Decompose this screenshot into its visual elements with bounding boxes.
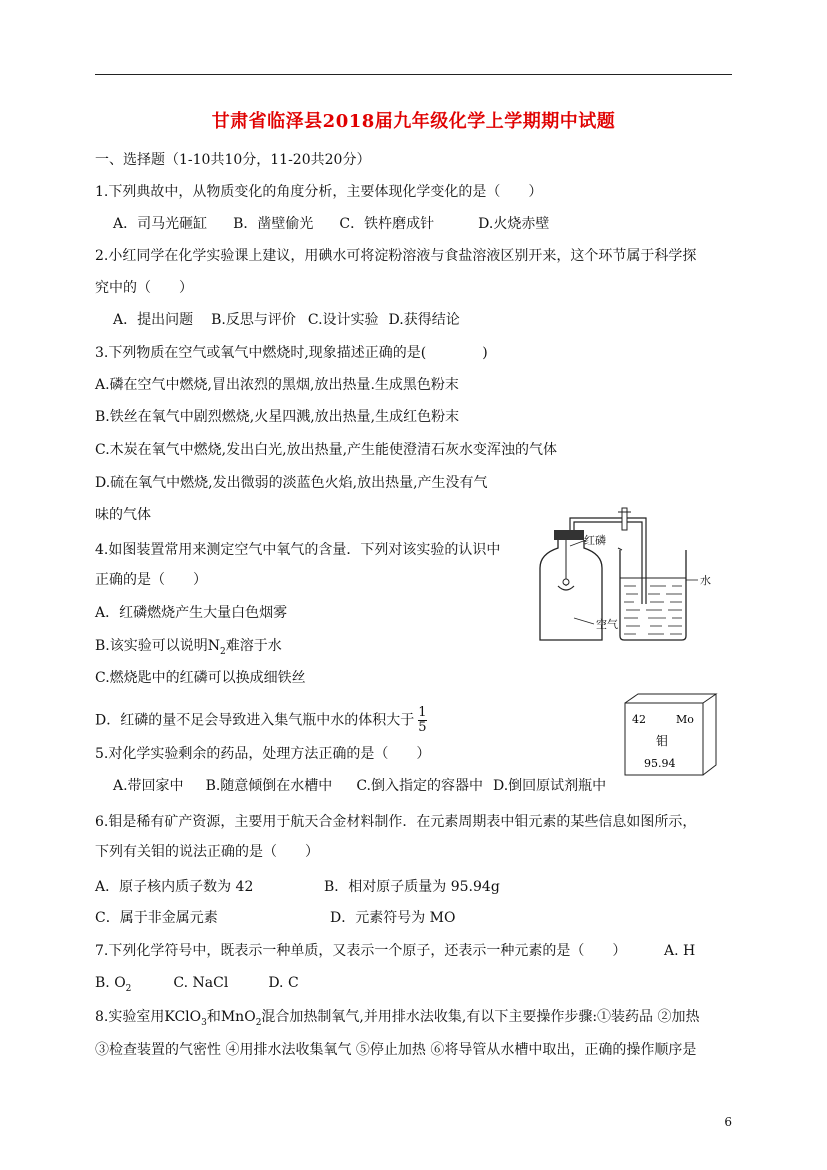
q1-options: [113, 214, 549, 234]
page-number: 6: [724, 1115, 732, 1129]
q4-stem-line2: 正确的是（ ）: [95, 572, 207, 588]
q2-options: [113, 310, 460, 330]
q3-option-d-line2: 味的气体: [95, 507, 151, 523]
header-rule: [95, 74, 732, 75]
q1-option-d: D.火烧赤壁: [478, 216, 550, 232]
q2-option-a: A．提出问题: [113, 312, 194, 328]
q4-option-a: A．红磷燃烧产生大量白色烟雾: [95, 605, 288, 621]
q2-option-c: C.设计实验: [307, 312, 379, 328]
fraction-numerator: 1: [418, 705, 427, 720]
q1-stem: 1.下列典故中，从物质变化的角度分析，主要体现化学变化的是（ ）: [95, 184, 543, 200]
q6-option-a: A．原子核内质子数为 42: [95, 879, 254, 895]
q1-option-b: B．凿壁偷光: [233, 216, 314, 232]
q3-option-b: B.铁丝在氧气中剧烈燃烧,火星四溅,放出热量,生成红色粉末: [95, 409, 460, 425]
q3-option-d-line1: D.硫在氧气中燃烧,发出微弱的淡蓝色火焰,放出热量,产生没有气: [95, 475, 488, 491]
q2-stem-line2: 究中的（ ）: [95, 280, 193, 296]
q8-line2: ③检查装置的气密性 ④用排水法收集氧气 ⑤停止加热 ⑥将导管从水槽中取出，正确的操作顺序是: [95, 1042, 697, 1058]
q5-options: [113, 776, 606, 796]
q4-option-b-sub: 2: [220, 646, 226, 657]
gas-collecting-bottle: [540, 540, 602, 640]
element-mass: 95.94: [644, 757, 676, 770]
q5-option-d: D.倒回原试剂瓶中: [492, 778, 607, 794]
q3-stem: 3.下列物质在空气或氧气中燃烧时,现象描述正确的是( ): [95, 345, 488, 361]
q1-option-a: A．司马光砸缸: [113, 216, 208, 232]
label-red-phosphorus: 红磷: [584, 534, 606, 547]
q2-stem-line1: 2.小红同学在化学实验课上建议，用碘水可将淀粉溶液与食盐溶液区别开来，这个环节属于科学探: [95, 248, 697, 264]
q7-option-a: A. H: [664, 943, 696, 959]
q6-option-b: B．相对原子质量为 95.94g: [324, 879, 500, 895]
q8-line1: 8.实验室用KClO$_3$和MnO$_2$混合加热制氧气,并用排水法收集,有以下主要操作步骤:①装药品 ②加热: [95, 1009, 700, 1028]
q4-option-b-post: 难溶于水: [225, 638, 282, 654]
q4-option-d-text: D．红磷的量不足会导致进入集气瓶中水的体积大于: [95, 712, 415, 729]
oxygen-measurement-apparatus: [526, 498, 716, 658]
q1-option-c: C．铁杵磨成针: [339, 216, 435, 232]
fraction-denominator: 5: [418, 720, 427, 735]
q7-options: [95, 973, 299, 999]
q4-stem-line1: 4.如图装置常用来测定空气中氧气的含量．下列对该实验的认识中: [95, 542, 501, 558]
element-number: 42: [632, 713, 646, 726]
fraction-one-fifth: [418, 706, 426, 735]
q5-option-a: A.带回家中: [113, 778, 184, 794]
stopper: [554, 530, 584, 540]
q2-option-d: D.获得结论: [388, 312, 460, 328]
q6-stem-line2: 下列有关钼的说法正确的是（ ）: [95, 844, 319, 860]
q2-option-b: B.反思与评价: [211, 312, 296, 328]
q4-option-c: C.燃烧匙中的红磷可以换成细铁丝: [95, 670, 306, 686]
q5-option-b: B.随意倾倒在水槽中: [205, 778, 333, 794]
element-symbol: Mo: [676, 713, 694, 726]
q4-option-d: [95, 706, 427, 735]
q7-option-b: B. $O_2$: [95, 975, 132, 994]
q7-stem: 7.下列化学符号中，既表示一种单质，又表示一个原子，还表示一种元素的是（ ）: [95, 943, 627, 959]
q7-option-d: D. C: [268, 975, 299, 991]
q3-option-c: C.木炭在氧气中燃烧,发出白光,放出热量,产生能使澄清石灰水变浑浊的气体: [95, 442, 558, 458]
molybdenum-periodic-cell: [624, 693, 718, 777]
q4-option-b: [95, 636, 282, 662]
q6-option-d: D．元素符号为 MO: [330, 910, 456, 926]
beaker: [620, 550, 686, 640]
q5-option-c: C.倒入指定的容器中: [356, 778, 483, 794]
element-name: 钼: [656, 734, 669, 748]
q6-stem-line1: 6.钼是稀有矿产资源，主要用于航天合金材料制作．在元素周期表中钼元素的某些信息如图所示，: [95, 814, 697, 830]
section-heading: 一、选择题（1-10共10分，11-20共20分）: [95, 152, 371, 168]
label-water: 水: [700, 574, 711, 587]
q3-option-a: A.磷在空气中燃烧,冒出浓烈的黑烟,放出热量.生成黑色粉末: [95, 377, 459, 393]
q5-stem: 5.对化学实验剩余的药品，处理方法正确的是（ ）: [95, 746, 431, 762]
q7-option-c: C. NaCl: [173, 975, 229, 991]
q6-option-c: C．属于非金属元素: [95, 910, 218, 926]
q4-option-b-pre: B.该实验可以说明N: [95, 638, 220, 654]
label-air: 空气: [596, 618, 618, 631]
document-title: 甘肃省临泽县2018届九年级化学上学期期中试题: [211, 111, 616, 132]
